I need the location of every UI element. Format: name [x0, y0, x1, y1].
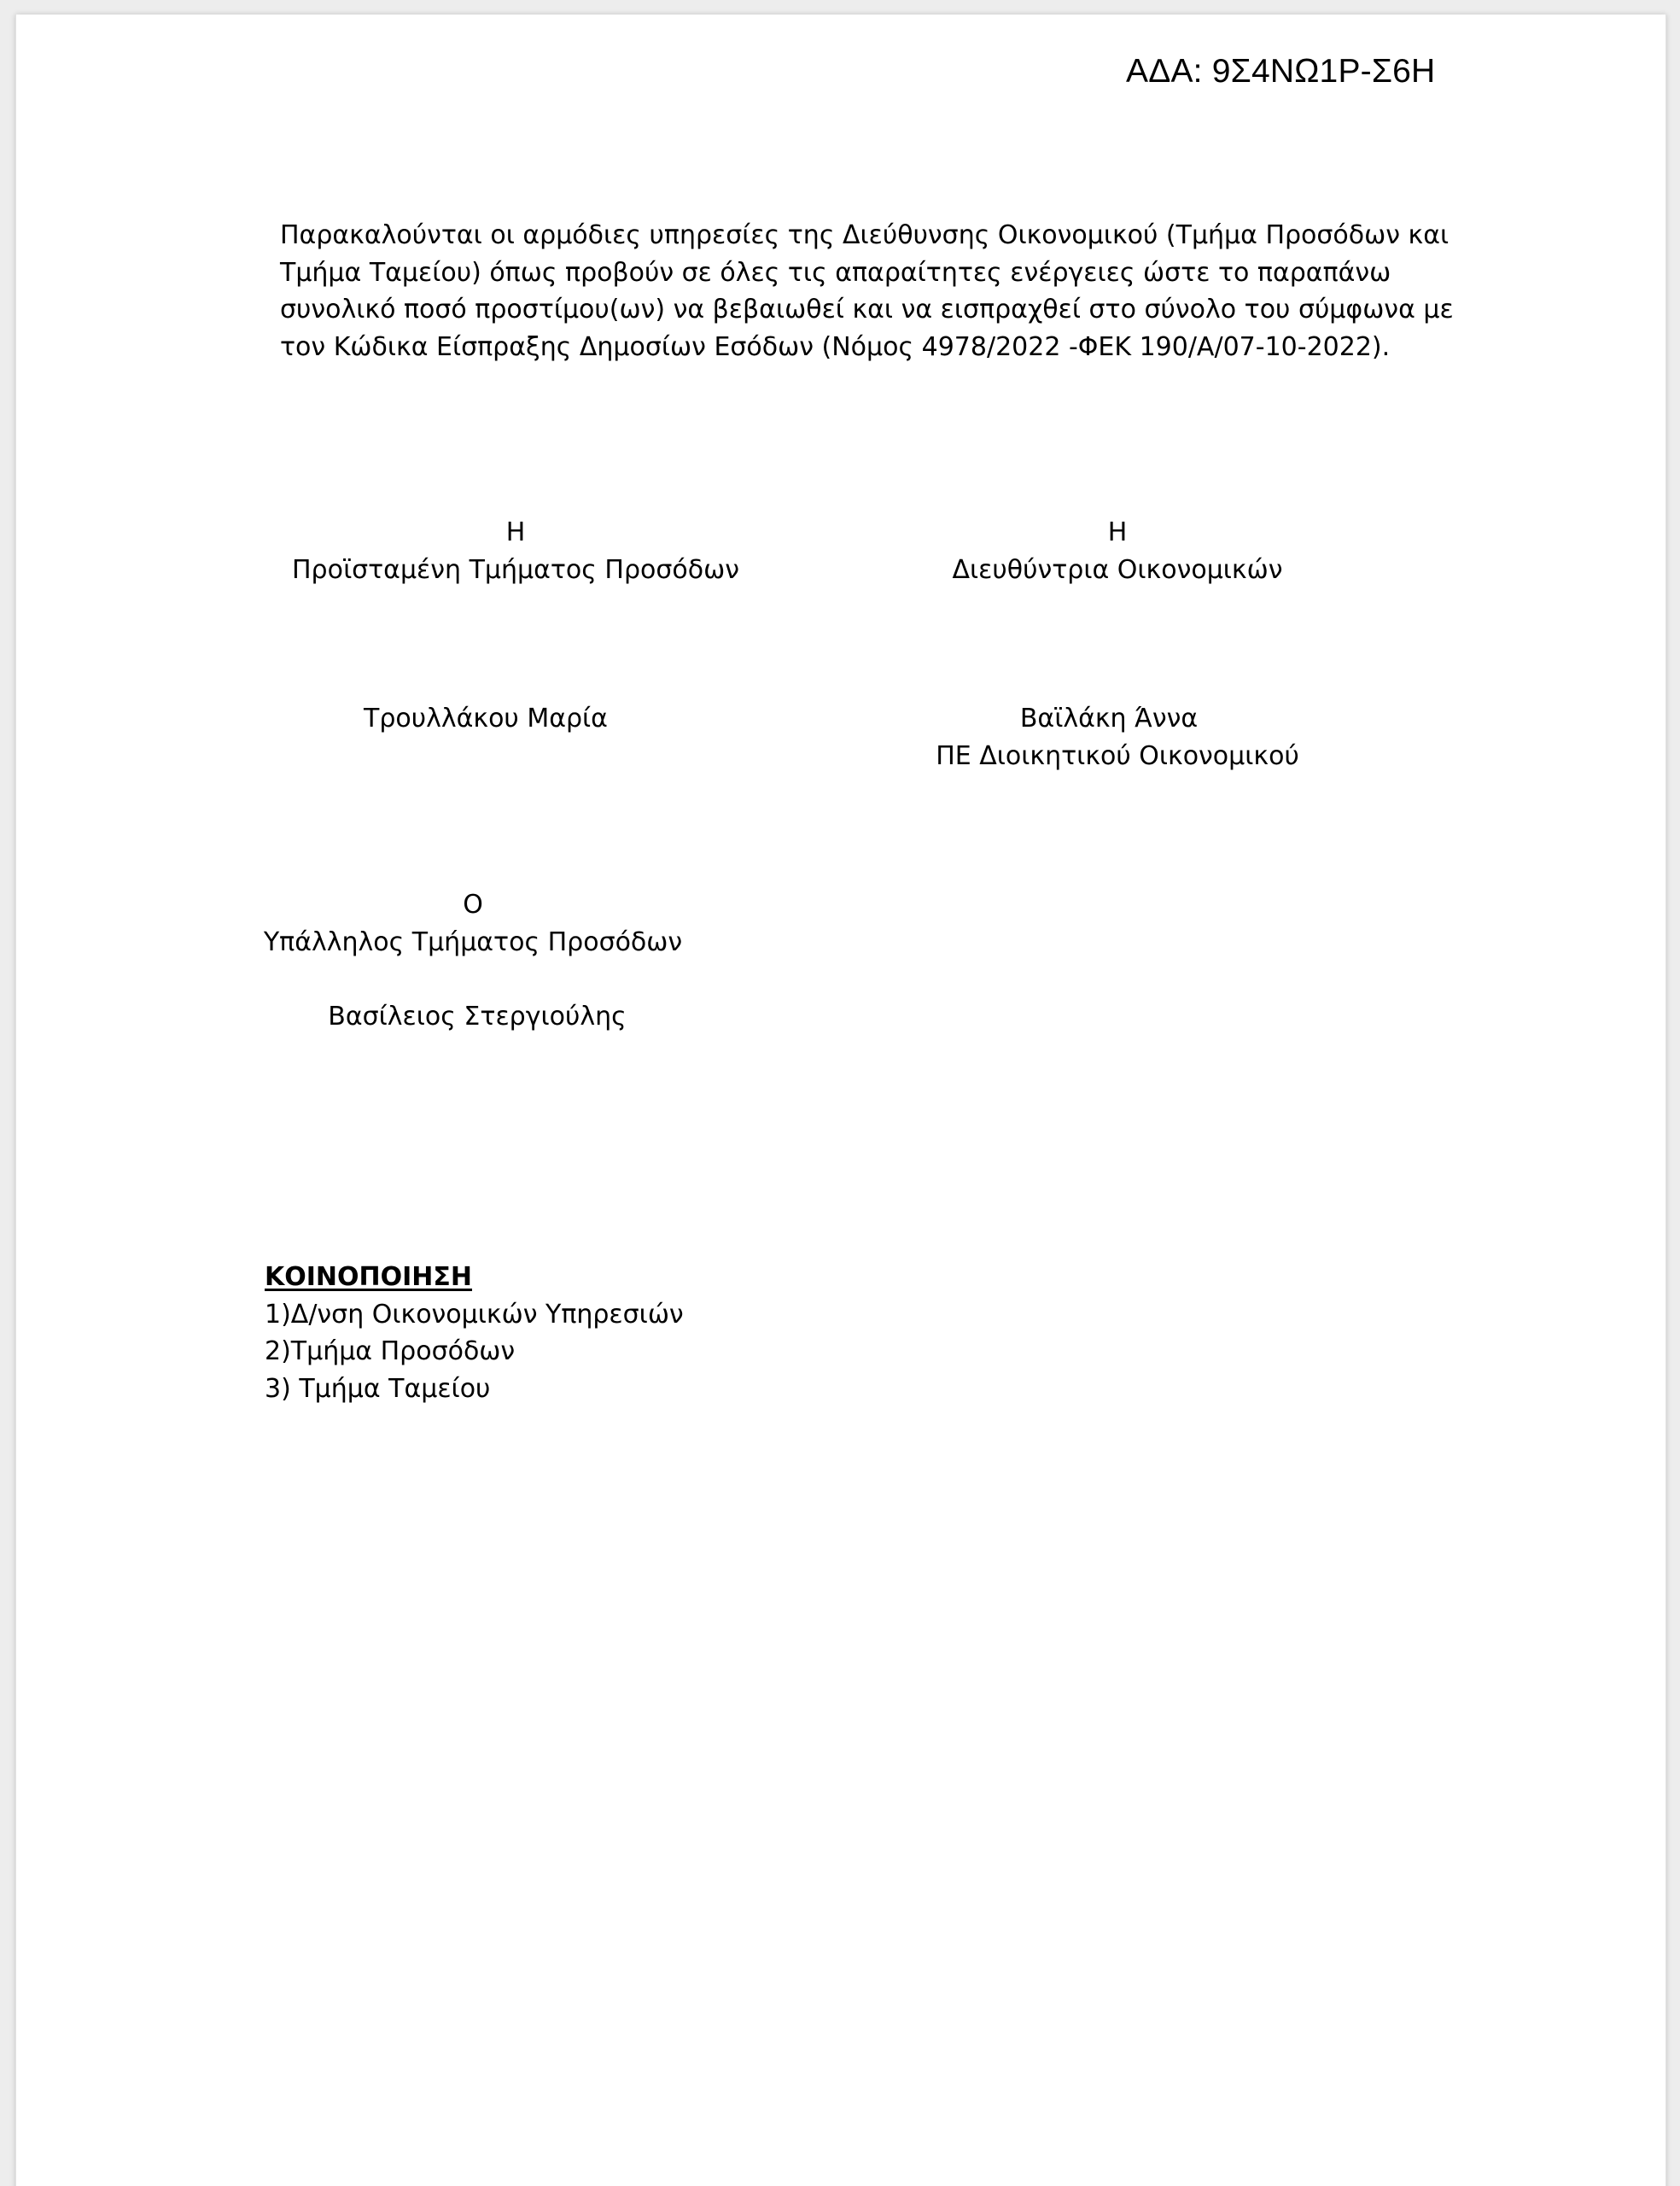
distribution-item: 3) Τμήμα Ταμείου	[265, 1373, 491, 1404]
right-signature-title: Διευθύντρια Οικονομικών	[952, 555, 1283, 585]
ada-code: ΑΔΑ: 9Σ4ΝΩ1Ρ-Σ6Η	[1126, 53, 1436, 90]
right-signature-name: Βαϊλάκη Άννα	[1019, 704, 1199, 734]
left-signature-name: Τρουλλάκου Μαρία	[364, 704, 608, 734]
distribution-list	[265, 1259, 684, 1407]
body-line: συνολικό ποσό προστίμου(ων) να βεβαιωθεί και να εισπραχθεί στο σύνολο του σύμφωνα με	[280, 295, 1454, 324]
right-signature-article: Η	[1107, 517, 1128, 547]
left-signature-article: Η	[505, 517, 526, 547]
right-signature-subtitle: ΠΕ Διοικητικού Οικονομικού	[936, 741, 1299, 771]
left-signature-title: Προϊσταμένη Τμήματος Προσόδων	[292, 555, 739, 585]
employee-title: Υπάλληλος Τμήματος Προσόδων	[263, 927, 683, 957]
document-page	[15, 15, 1666, 2186]
distribution-item: 1)Δ/νση Οικονομικών Υπηρεσιών	[265, 1299, 684, 1330]
body-line: τον Κώδικα Είσπραξης Δημοσίων Εσόδων (Νόμος 4978/2022 -ΦΕΚ 190/Α/07-10-2022).	[280, 331, 1391, 362]
body-paragraph	[280, 217, 1492, 365]
employee-article: Ο	[463, 890, 483, 920]
employee-name: Βασίλειος Στεργιούλης	[328, 1002, 627, 1032]
body-line: Τμήμα Ταμείου) όπως προβούν σε όλες τις απαραίτητες ενέργειες ώστε το παραπάνω	[280, 257, 1391, 288]
distribution-title: ΚΟΙΝΟΠΟΙΗΣΗ	[265, 1262, 473, 1292]
distribution-item: 2)Τμήμα Προσόδων	[265, 1336, 516, 1366]
body-line: Παρακαλούνται οι αρμόδιες υπηρεσίες της Διεύθυνσης Οικονομικού (Τμήμα Προσόδων και	[280, 220, 1450, 250]
